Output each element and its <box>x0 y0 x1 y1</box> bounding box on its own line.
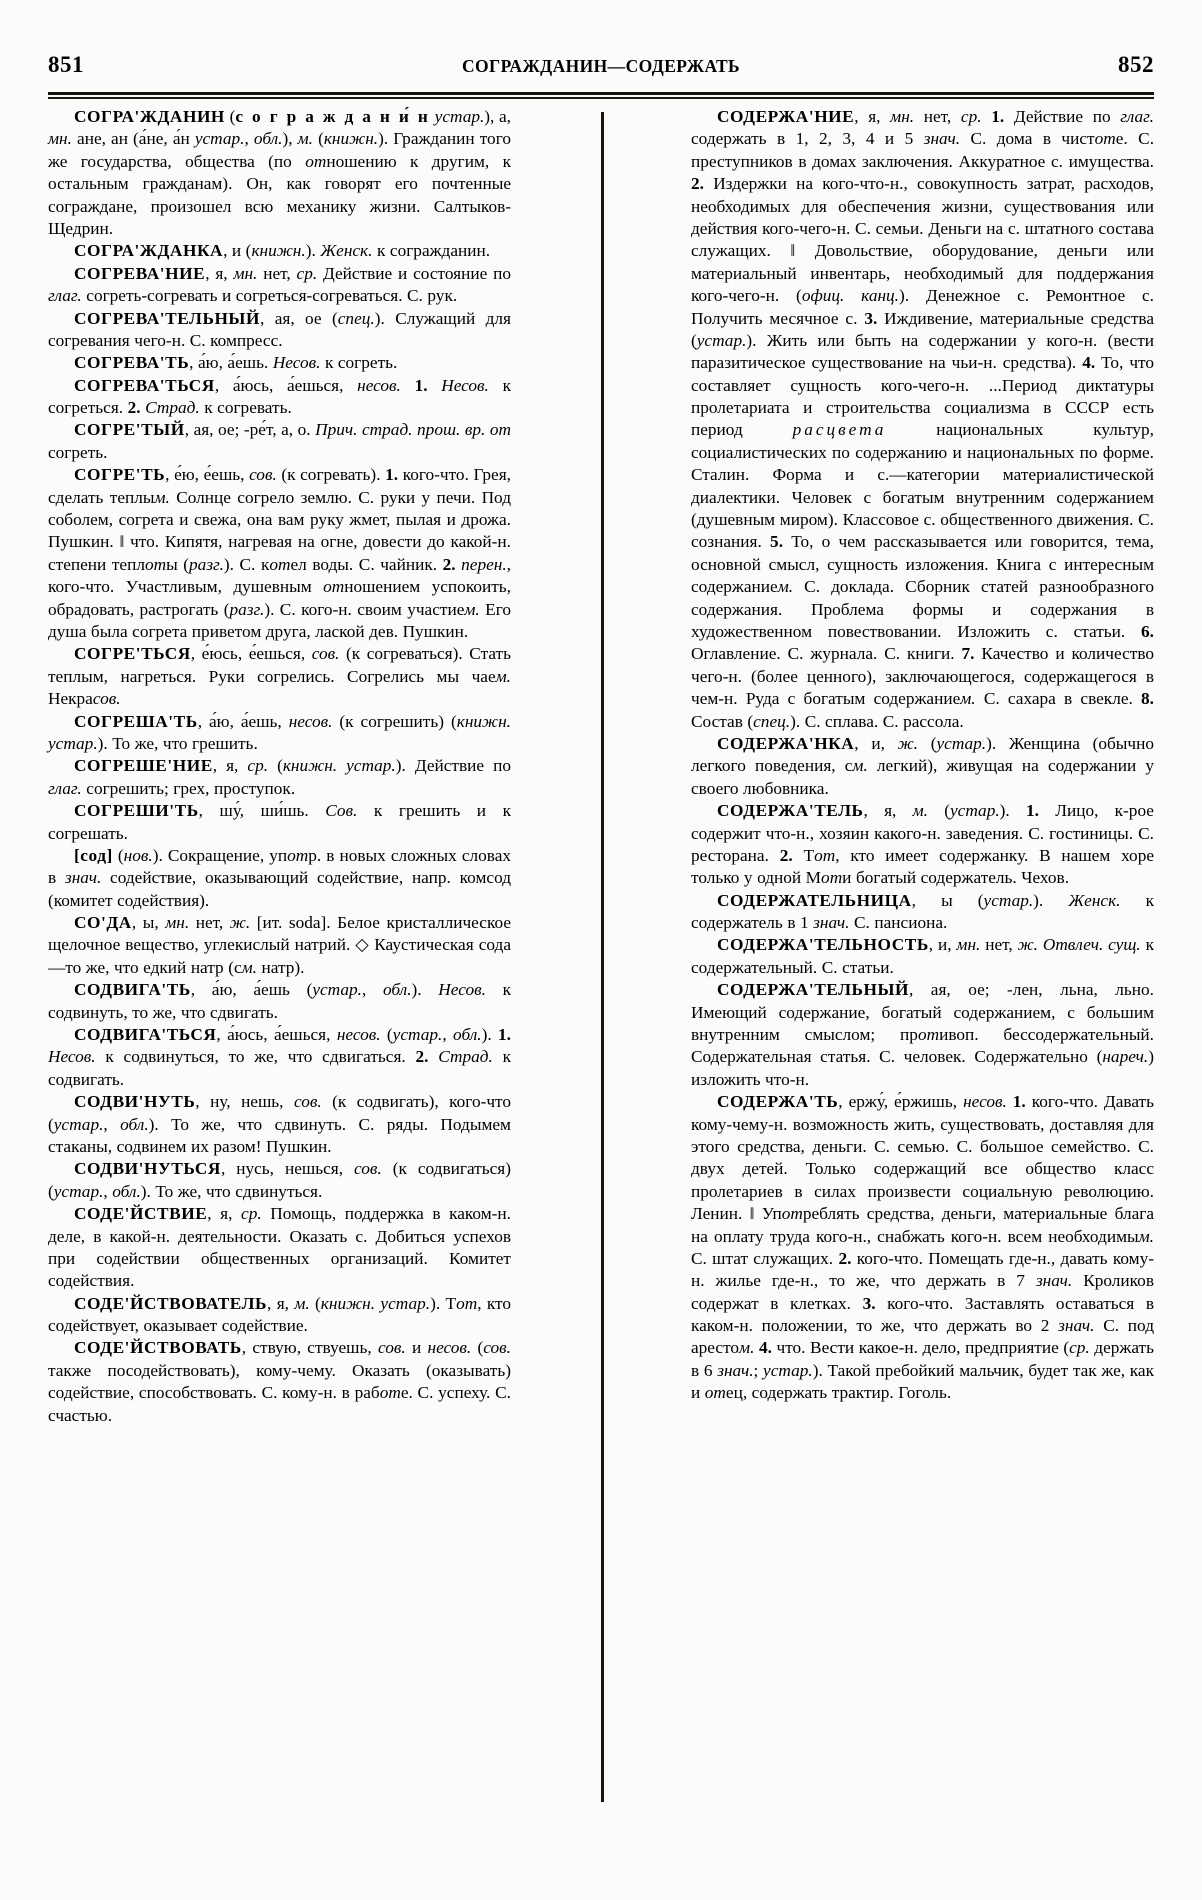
entry-definition: , я, м. (книжн. устар.). Тот, кто содействует, оказывает содействие. <box>48 1293 511 1336</box>
entry-headword: СОДЕРЖА'ТЬ <box>717 1092 839 1112</box>
dictionary-entry <box>48 308 511 353</box>
entry-definition: , а́ю, а́ешь, несов. (к согрешить) (книжн. устар.). То же, что грешить. <box>48 711 511 753</box>
dictionary-entry <box>48 845 511 912</box>
dictionary-entry <box>48 800 511 845</box>
running-title: СОГРАЖДАНИН—СОДЕРЖАТЬ <box>461 56 740 76</box>
dictionary-entry <box>691 979 1154 1091</box>
entry-definition: , ну, нешь, сов. (к содвигать), кого-что (устар., обл.). То же, что сдвинуть. С. ряды. Подымем стаканы, содвинем их разом! Пушкин. <box>48 1092 511 1156</box>
entry-headword: СОДВИ'НУТЬ <box>74 1092 196 1112</box>
column-left <box>48 106 511 1427</box>
dictionary-entry <box>691 934 1154 979</box>
entry-headword: СО'ДА <box>74 913 132 933</box>
entry-headword: СОДЕРЖА'ТЕЛЬ <box>717 801 864 821</box>
entry-definition: , шу́, ши́шь. Сов. к грешить и к согрешать. <box>48 801 511 843</box>
entry-definition: , я, мн. нет, ср. Действие и состояние по глаг. согреть-согревать и согреться-согреваться. С. рук. <box>48 263 511 306</box>
dictionary-entry <box>48 1203 511 1293</box>
page-number-left: 851 <box>48 52 84 77</box>
entry-headword: СОГРЕШИ'ТЬ <box>74 801 199 821</box>
entry-headword: СОГРЕВА'ТЕЛЬНЫЙ <box>74 308 260 328</box>
entry-headword: СОДЕРЖАТЕЛЬНИЦА <box>717 890 912 910</box>
dictionary-entry <box>691 800 1154 890</box>
entry-headword: СОДЕРЖА'НКА <box>717 733 855 753</box>
dictionary-entry <box>48 1158 511 1203</box>
entry-headword: СОГРЕВА'НИЕ <box>74 263 206 283</box>
entry-definition: , и, ж. (устар.). Женщина (обычно легкого поведения, см. легкий), живущая на содержании у своего любовника. <box>691 733 1154 798</box>
entry-headword: СОДЕ'ЙСТВИЕ <box>74 1204 208 1224</box>
entry-headword: СОДЕРЖА'НИЕ <box>717 107 855 126</box>
dictionary-entry <box>691 106 1154 733</box>
dictionary-entry <box>48 464 511 643</box>
entry-definition: , ержу́, е́ржишь, несов. 1. кого-что. Давать кому-чему-н. возможность жить, существовать, доставляя для этого средства, деньги. С. семью. С. большое семейство. С. двух детей. Только содержащий все общество класс пролетариев в силах произвести социальную революцию. Ленин. ‖ Употреблять средства, деньги, материальные блага на оплату труда кого-н., снабжать кого-н. всем необходимым. С. штат служащих. 2. кого-что. Помещать где-н., давать кому-н. жилье где-н., то же, что держать в 7 знач. Кроликов содержат в клетках. 3. кого-что. Заставлять оставаться в каком-н. положении, то же, что держать во 2 знач. С. под арестом. 4. что. Вести какое-н. дело, предприятие (ср. держать в 6 знач.; устар.). Такой пребойкий мальчик, будет так же, как и отец, содержать трактир. Гоголь. <box>691 1092 1155 1403</box>
entry-headword: СОГРЕ'ТЫЙ <box>74 420 185 440</box>
text-columns <box>48 106 1154 1806</box>
dictionary-entry <box>48 643 511 710</box>
entry-definition: , и (книжн.). Женск. к согражданин. <box>223 241 491 261</box>
entry-headword: [сод] <box>74 845 113 865</box>
entry-definition: , ы (устар.). Женск. к содержатель в 1 знач. С. пансиона. <box>691 890 1154 933</box>
entry-definition: , я, м. (устар.). 1. Лицо, к-рое содержит что-н., хозяин какого-н. заведения. С. гостиницы. С. ресторана. 2. Тот, кто имеет содержанку. В нашем хоре только у одной Моти богатый содержатель. Чехов. <box>691 801 1155 888</box>
dictionary-entry <box>48 1091 511 1158</box>
dictionary-entry <box>48 352 511 374</box>
dictionary-entry <box>48 912 511 979</box>
dictionary-entry <box>48 106 511 240</box>
column-divider <box>601 112 604 1802</box>
entry-definition: , а́ю, а́ешь (устар., обл.). Несов. к содвинуть, то же, что сдвигать. <box>48 980 511 1022</box>
dictionary-entry <box>48 375 511 420</box>
dictionary-entry <box>691 890 1154 935</box>
dictionary-entry <box>691 733 1154 800</box>
entry-definition: , е́ю, е́ешь, сов. (к согревать). 1. кого-что. Грея, сделать теплым. Солнце согрело землю. С. руки у печи. Под соболем, согрета и свежа, она вам руку жмет, пылая и дрожа. Пушкин. ‖ что. Кипятя, нагревая на огне, довести до какой-н. степени теплоты (разг.). С. котел воды. С. чайник. 2. перен., кого-что. Участливым, душевным отношением успокоить, обрадовать, растрогать (разг.). С. кого-н. своим участием. Его душа была согрета приветом друга, лаской дев. Пушкин. <box>48 465 512 641</box>
entry-headword: СОГРЕ'ТЬ <box>74 465 166 485</box>
entry-headword: СОДВИ'НУТЬСЯ <box>74 1159 221 1179</box>
column-right <box>691 106 1154 1405</box>
dictionary-entry <box>691 1091 1154 1404</box>
entry-definition: , а́ю, а́ешь. Несов. к согреть. <box>189 353 398 373</box>
entry-definition: , я, ср. Помощь, поддержка в каком-н. деле, в какой-н. деятельности. Оказать с. Добиться успехов при содействии общественных организаций. Комитет содействия. <box>48 1204 511 1291</box>
entry-definition: , нусь, нешься, сов. (к содвигаться) (устар., обл.). То же, что сдвинуться. <box>48 1159 511 1201</box>
dictionary-entry <box>48 1293 511 1338</box>
dictionary-entry <box>48 1024 511 1091</box>
page-number-right: 852 <box>1118 52 1154 77</box>
entry-definition: , ая, ое; -лен, льна, льно. Имеющий содержание, богатый содержанием, с большим внутренним смыслом; противоп. бессодержательный. Содержательная статья. С. человек. Содержательно (нареч.) изложить что-н. <box>691 980 1154 1089</box>
header-rules <box>48 92 1154 99</box>
entry-definition: , я, ср. (книжн. устар.). Действие по глаг. согрешить; грех, проступок. <box>48 756 511 798</box>
entry-headword: СОГРЕВА'ТЬСЯ <box>74 375 215 395</box>
entry-definition: , ая, ое; -ре́т, а, о. Прич. страд. прош. вр. от согреть. <box>48 420 511 462</box>
entry-headword: СОГРА'ЖДАНИН <box>74 107 225 126</box>
entry-headword: СОДЕ'ЙСТВОВАТЕЛЬ <box>74 1293 268 1313</box>
entry-definition: (с о г р а ж д а н и́ н устар.), а, мн. ане, ан (а́не, а́н устар., обл.), м. (книжн.). Гражданин того же государства, общества (по отношению к другим, к остальным гражданам). Он, как говорят его почтенные сограждане, произошел всю механику жизни. Салтыков-Щедрин. <box>48 107 512 238</box>
entry-definition: , я, мн. нет, ср. 1. Действие по глаг. содержать в 1, 2, 3, 4 и 5 знач. С. дома в чистоте. С. преступников в домах заключения. Аккуратное с. имущества. 2. Издержки на кого-что-н., совокупность затрат, расходов, необходимых для обеспечения жизни, существования или действия кого-чего-н. С. семьи. Деньги на с. штатного состава служащих. ‖ Довольствие, оборудование, деньги или материальный инвентарь, необходимый для поддержания кого-чего-н. (офиц. канц.). Денежное с. Ремонтное с. Получить месячное с. 3. Иждивение, материальные средства (устар.). Жить или быть на содержании у кого-н. (вести паразитическое существование на чьи-н. средства). 4. То, что составляет сущность кого-чего-н. ...Период диктатуры пролетариата и строительства социализма в СССР есть период расцвета национальных культур, социалистических по содержанию и национальных по форме. Сталин. Форма и с.—категории материалистической диалектики. Человек с богатым внутренним содержанием (душевным миром). Классовое с. общественного движения. С. сознания. 5. То, о чем рассказывается или говорится, тема, основной смысл, сущность изложения. Книга с интересным содержанием. С. доклада. Сборник статей разнообразного содержания. Проблема формы и содержания в художественном повествовании. Изложить с. статьи. 6. Оглавление. С. журнала. С. книги. 7. Качество и количество чего-н. (более ценного), заключающегося, содержащегося в чем-н. Руда с богатым содержанием. С. сахара в свекле. 8. Состав (спец.). С. сплава. С. рассола. <box>691 107 1155 731</box>
entry-definition: , и, мн. нет, ж. Отвлеч. сущ. к содержательный. С. статьи. <box>691 935 1154 977</box>
entry-headword: СОДЕ'ЙСТВОВАТЬ <box>74 1338 242 1358</box>
dictionary-entry <box>48 711 511 756</box>
entry-headword: СОГРЕШЕ'НИЕ <box>74 756 213 776</box>
dictionary-entry <box>48 240 511 262</box>
dictionary-entry <box>48 755 511 800</box>
entry-headword: СОДЕРЖА'ТЕЛЬНОСТЬ <box>717 935 929 955</box>
running-head <box>48 52 1154 86</box>
entry-headword: СОГРЕ'ТЬСЯ <box>74 644 191 664</box>
dictionary-entry <box>48 979 511 1024</box>
entry-headword: СОГРЕША'ТЬ <box>74 711 198 731</box>
entry-definition: , а́юсь, а́ешься, несов. 1. Несов. к согреться. 2. Страд. к согревать. <box>48 375 511 418</box>
entry-definition: , ы, мн. нет, ж. [ит. soda]. Белое кристаллическое щелочное вещество, углекислый натрий. ◇ Каустическая сода—то же, что едкий натр (см. натр). <box>48 913 511 977</box>
entry-headword: СОДВИГА'ТЬ <box>74 980 191 1000</box>
entry-definition: (нов.). Сокращение, употр. в новых сложных словах в знач. содействие, оказывающий содействие, напр. комсод (комитет содействия). <box>48 845 512 910</box>
entry-definition: , е́юсь, е́ешься, сов. (к согреваться). Стать теплым, нагреться. Руки согрелись. Согрелись мы чаем. Некрасов. <box>48 644 511 709</box>
entry-headword: СОДЕРЖА'ТЕЛЬНЫЙ <box>717 980 910 1000</box>
entry-definition: , а́юсь, а́ешься, несов. (устар., обл.). 1. Несов. к содвинуться, то же, что сдвигаться. 2. Страд. к содвигать. <box>48 1025 511 1089</box>
rule-thin-bottom <box>48 97 1154 99</box>
entry-definition: , ая, ое (спец.). Служащий для согревания чего-н. С. компресс. <box>48 308 511 350</box>
dictionary-entry <box>48 263 511 308</box>
entry-headword: СОДВИГА'ТЬСЯ <box>74 1025 217 1045</box>
dictionary-entry <box>48 1337 511 1427</box>
dictionary-entry <box>48 419 511 464</box>
entry-definition: , ствую, ствуешь, сов. и несов. (сов. также посодействовать), кому-чему. Оказать (оказывать) содействие, способствовать. С. кому-н. в работе. С. успеху. С. счастью. <box>48 1338 511 1425</box>
entry-headword: СОГРА'ЖДАНКА <box>74 241 224 261</box>
entry-headword: СОГРЕВА'ТЬ <box>74 353 190 373</box>
